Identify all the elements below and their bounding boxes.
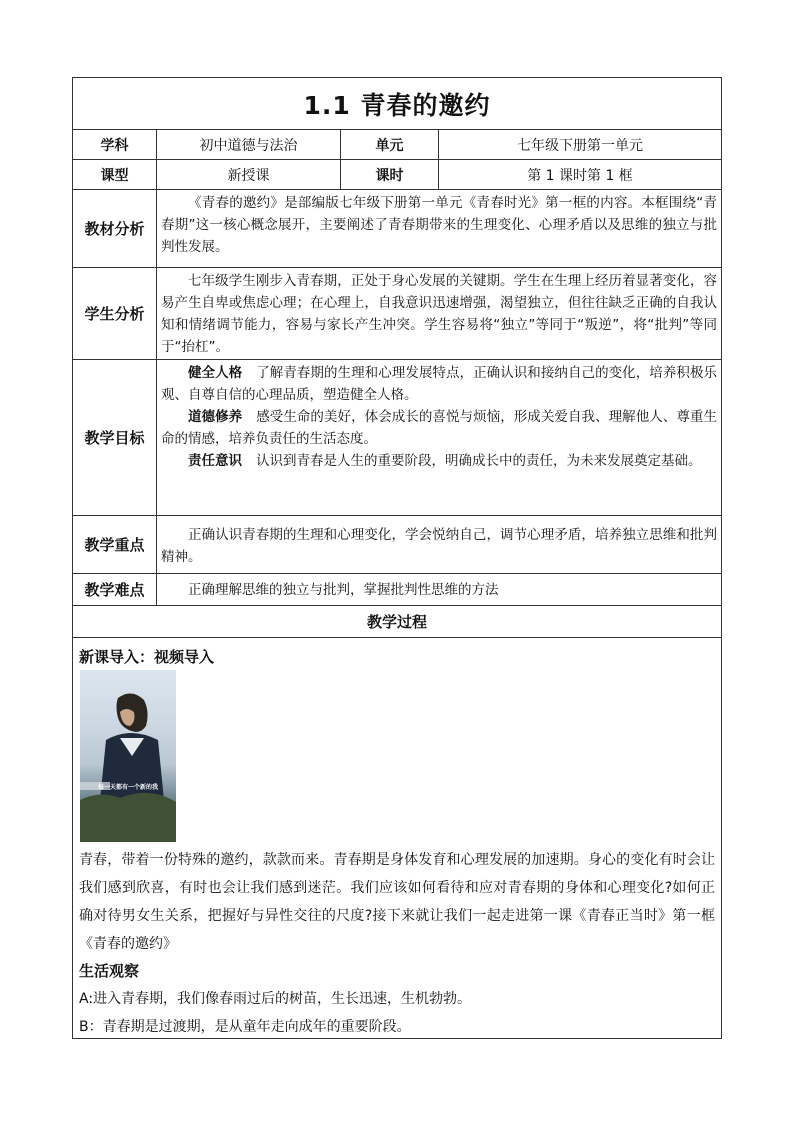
teaching-goals-body bbox=[157, 360, 721, 472]
textbook-analysis-label: 教材分析 bbox=[73, 190, 157, 267]
goal-key: 健全人格 bbox=[188, 365, 243, 381]
type-label: 课型 bbox=[73, 160, 157, 189]
key-points-cell bbox=[157, 516, 721, 573]
period-value: 第 1 课时第 1 框 bbox=[527, 167, 633, 184]
key-points-row bbox=[73, 516, 721, 574]
key-points-body bbox=[157, 522, 721, 568]
key-points-label: 教学重点 bbox=[73, 516, 157, 573]
intro-text: 青春，带着一份特殊的邀约，款款而来。青春期是身体发育和心理发展的加速期。身心的变化有时会让我们感到欣喜，有时也会让我们感到迷茫。我们应该如何看待和应对青春期的身体和心理变化?如何正确对待男女生关系，把握好与异性交往的尺度?接下来就让我们一起走进第一课《青春正当时》第一框《青春的邀约》 bbox=[79, 852, 715, 952]
subject-row bbox=[73, 130, 721, 160]
video-frame-illustration bbox=[80, 670, 176, 842]
unit-label: 单元 bbox=[341, 130, 439, 159]
subject-value: 初中道德与法治 bbox=[157, 130, 341, 159]
subject-label: 学科 bbox=[73, 130, 157, 159]
lesson-plan-table bbox=[72, 77, 722, 1039]
goal-key: 责任意识 bbox=[188, 453, 242, 469]
student-analysis-label: 学生分析 bbox=[73, 268, 157, 359]
goal-text: 感受生命的美好，体会成长的喜悦与烦恼，形成关爱自我、理解他人、尊重生命的情感，培养负责任的生活态度。 bbox=[161, 409, 718, 447]
life-observation-heading: 生活观察 bbox=[79, 962, 140, 980]
difficulties-row bbox=[73, 574, 721, 606]
page-title: 1.1 青春的邀约 bbox=[303, 90, 491, 120]
goal-key: 道德修养 bbox=[188, 409, 243, 425]
title-row bbox=[73, 78, 721, 130]
intro-heading: 新课导入：视频导入 bbox=[79, 648, 215, 666]
key-points-text: 正确认识青春期的生理和心理变化，学会悦纳自己，调节心理矛盾，培养独立思维和批判精神。 bbox=[161, 527, 717, 565]
goal-item bbox=[161, 450, 717, 472]
textbook-analysis-cell bbox=[157, 190, 721, 267]
process-header-row bbox=[73, 606, 721, 638]
goal-text: 认识到青春是人生的重要阶段，明确成长中的责任，为未来发展奠定基础。 bbox=[256, 453, 702, 469]
difficulties-cell bbox=[157, 574, 721, 605]
type-value: 新授课 bbox=[157, 160, 341, 189]
goal-text: 了解青春期的生理和心理发展特点，正确认识和接纳自己的变化，培养积极乐观、自尊自信的心理品质，塑造健全人格。 bbox=[161, 365, 718, 403]
goal-item bbox=[161, 362, 717, 406]
observation-line-b: B：青春期是过渡期，是从童年走向成年的重要阶段。 bbox=[79, 1019, 411, 1035]
observation-line-a: A:进入青春期，我们像春雨过后的树苗，生长迅速，生机勃勃。 bbox=[79, 991, 472, 1007]
teaching-goals-row bbox=[73, 360, 721, 516]
textbook-analysis-text: 《青春的邀约》是部编版七年级下册第一单元《青春时光》第一框的内容。本框围绕“青春期”这一核心概念展开，主要阐述了青春期带来的生理变化、心理矛盾以及思维的独立与批判性发展。 bbox=[161, 195, 717, 255]
textbook-analysis-body bbox=[157, 190, 721, 258]
goal-item bbox=[161, 406, 717, 450]
student-analysis-row bbox=[73, 268, 721, 360]
student-analysis-cell bbox=[157, 268, 721, 359]
student-analysis-body bbox=[157, 268, 721, 358]
textbook-analysis-row bbox=[73, 190, 721, 268]
difficulties-text: 正确理解思维的独立与批判，掌握批判性思维的方法 bbox=[188, 582, 499, 598]
teaching-goals-label: 教学目标 bbox=[73, 360, 157, 515]
student-analysis-text: 七年级学生刚步入青春期，正处于身心发展的关键期。学生在生理上经历着显著变化，容易产生自卑或焦虑心理；在心理上，自我意识迅速增强，渴望独立，但往往缺乏正确的自我认知和情绪调节能力，容易与家长产生冲突。学生容易将“独立”等同于“叛逆”，将“批判”等同于“抬杠”。 bbox=[161, 273, 717, 355]
type-row bbox=[73, 160, 721, 190]
period-label: 课时 bbox=[341, 160, 439, 189]
teaching-goals-cell bbox=[157, 360, 721, 515]
difficulties-label: 教学难点 bbox=[73, 574, 157, 605]
video-caption: 每一天都有一个新的我 bbox=[97, 784, 158, 791]
process-header: 教学过程 bbox=[366, 613, 427, 631]
intro-video-thumbnail[interactable] bbox=[80, 670, 176, 842]
unit-value: 七年级下册第一单元 bbox=[517, 137, 643, 154]
difficulties-body bbox=[157, 577, 721, 601]
